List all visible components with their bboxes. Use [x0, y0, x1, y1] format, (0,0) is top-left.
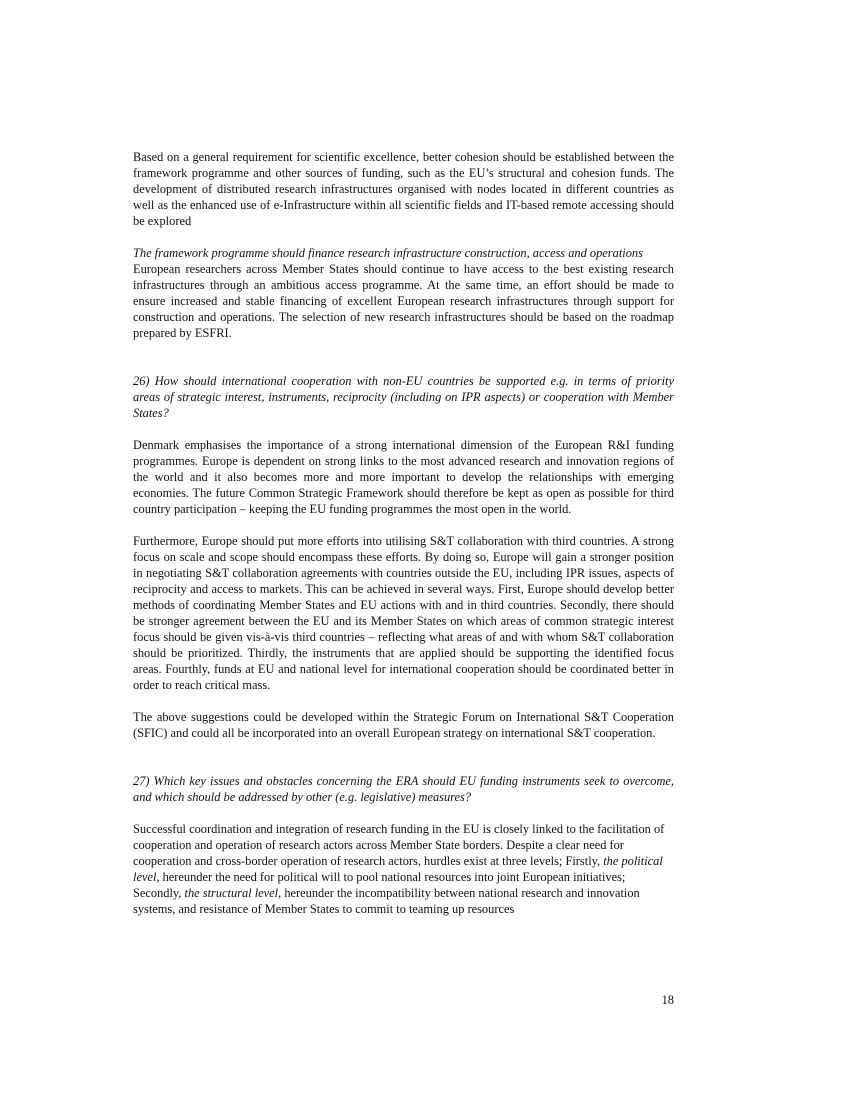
paragraph-st-collaboration: Furthermore, Europe should put more efforts into utilising S&T collaboration with third countries. A strong focus on scale and scope should encompass these efforts. By doing so, Europe will gain a stronger position in negotiating S&T collaboration agreements with countries outside the EU, including IPR issues, aspects of reciprocity and access to markets. This can be achieved in several ways. First, Europe should develop better methods of coordinating Member States and EU actions with and in third countries. Secondly, there should be stronger agreement between the EU and its Member States on which areas of common strategic interest focus should be given vis-à-vis third countries – reflecting what areas of and with whom S&T collaboration should be prioritized. Thirdly, the instruments that are applied should be supporting the identified focus areas. Fourthly, funds at EU and national level for international cooperation should be coordinated better in order to reach critical mass.	[133, 534, 674, 692]
emphasis-structural-level: the structural level,	[184, 886, 282, 900]
page-number: 18	[661, 993, 674, 1007]
spacer	[133, 805, 674, 821]
spacer	[133, 741, 674, 773]
text-run: hereunder the need for political will to pool national resources into joint European initiatives; Secondly,	[133, 870, 626, 900]
emphasis-political-level: the political level,	[133, 854, 663, 884]
paragraph-infrastructure: European researchers across Member States should continue to have access to the best existing research infrastructures through an ambitious access programme. At the same time, an effort should be made to ensure increased and stable financing of excellent European research infrastructures through support for construction and operations. The selection of new research infrastructures should be based on the roadmap prepared by ESFRI.	[133, 262, 674, 340]
paragraph-cohesion: Based on a general requirement for scientific excellence, better cohesion should be established between the framework programme and other sources of funding, such as the EU’s structural and cohesion funds. The development of distributed research infrastructures organised with nodes located in different countries as well as the enhanced use of e-Infrastructure within all scientific fields and IT-based remote accessing should be explored	[133, 150, 674, 228]
paragraph-coordination	[133, 821, 674, 917]
question-27: 27) Which key issues and obstacles concerning the ERA should EU funding instruments seek to overcome, and which should be addressed by other (e.g. legislative) measures?	[133, 774, 674, 804]
text-run: hereunder the incompatibility between national research and innovation systems, and resistance of Member States to commit to teaming up resources	[133, 886, 640, 916]
document-body	[133, 149, 674, 917]
spacer	[133, 517, 674, 533]
spacer	[133, 229, 674, 245]
question-26: 26) How should international cooperation with non-EU countries be supported e.g. in terms of priority areas of strategic interest, instruments, reciprocity (including on IPR aspects) or cooperation with Member States?	[133, 374, 674, 420]
spacer	[133, 341, 674, 373]
subheading-infrastructure: The framework programme should finance research infrastructure construction, access and operations	[133, 246, 643, 260]
text-run: Successful coordination and integration of research funding in the EU is closely linked to the facilitation of cooperation and operation of research actors across Member State borders. Despite a clear need for cooperation and cross-border operation of research actors, hurdles exist at three levels; Firstly,	[133, 822, 665, 868]
paragraph-sfic: The above suggestions could be developed within the Strategic Forum on International S&T Cooperation (SFIC) and could all be incorporated into an overall European strategy on international S&T cooperation.	[133, 710, 674, 740]
paragraph-international-dimension: Denmark emphasises the importance of a strong international dimension of the European R&I funding programmes. Europe is dependent on strong links to the most advanced research and innovation regions of the world and it also becomes more and more important to develop the relationships with emerging economies. The future Common Strategic Framework should therefore be kept as open as possible for third country participation – keeping the EU funding programmes the most open in the world.	[133, 438, 674, 516]
spacer	[133, 693, 674, 709]
spacer	[133, 421, 674, 437]
